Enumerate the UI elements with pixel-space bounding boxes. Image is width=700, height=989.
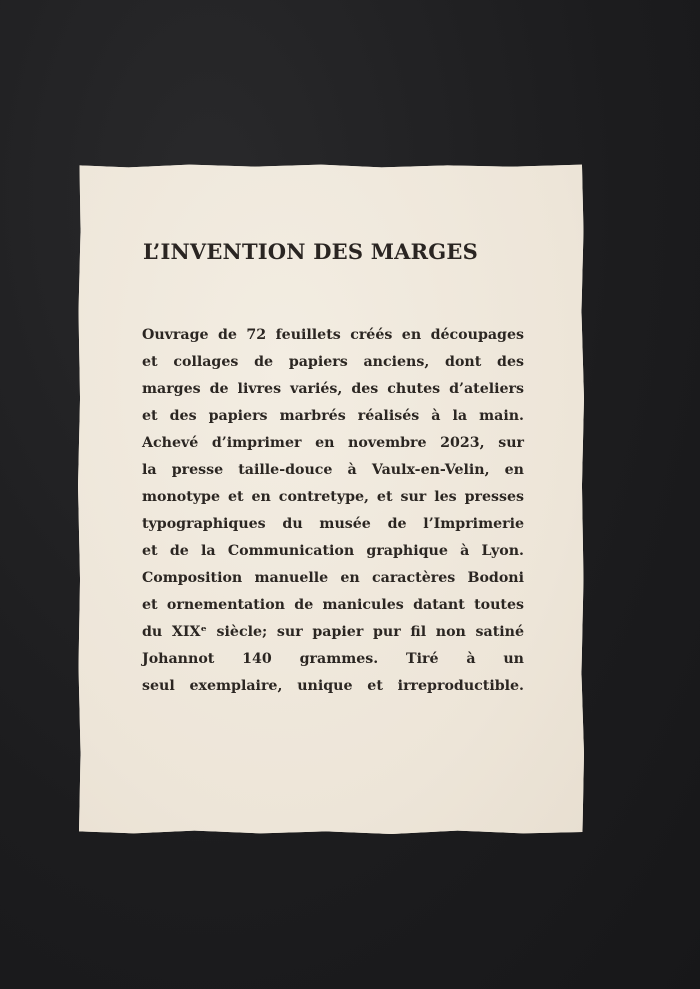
colophon-line: Composition manuelle en caractères Bodoni: [142, 570, 524, 586]
colophon-line: monotype et en contretype, et sur les presses: [142, 489, 524, 505]
colophon-line: marges de livres variés, des chutes d’ateliers: [142, 381, 524, 397]
colophon-line: Ouvrage de 72 feuillets créés en découpages: [142, 327, 524, 343]
colophon-line: et de la Communication graphique à Lyon.: [142, 543, 524, 559]
colophon-line: Achevé d’imprimer en novembre 2023, sur: [142, 435, 524, 451]
colophon-line: du XIXᵉ siècle; sur papier pur fil non satiné: [142, 624, 524, 640]
colophon-line: typographiques du musée de l’Imprimerie: [142, 516, 524, 532]
document-title: L’INVENTION DES MARGES: [143, 239, 478, 264]
colophon-line: la presse taille-douce à Vaulx-en-Velin, en: [142, 462, 524, 478]
colophon-text: [142, 322, 524, 700]
colophon-line: seul exemplaire, unique et irreproductible.: [142, 678, 524, 694]
colophon-line: Johannot 140 grammes. Tiré à un: [142, 651, 524, 667]
colophon-line: et collages de papiers anciens, dont des: [142, 354, 524, 370]
colophon-line: et ornementation de manicules datant toutes: [142, 597, 524, 613]
colophon-line: et des papiers marbrés réalisés à la main.: [142, 408, 524, 424]
